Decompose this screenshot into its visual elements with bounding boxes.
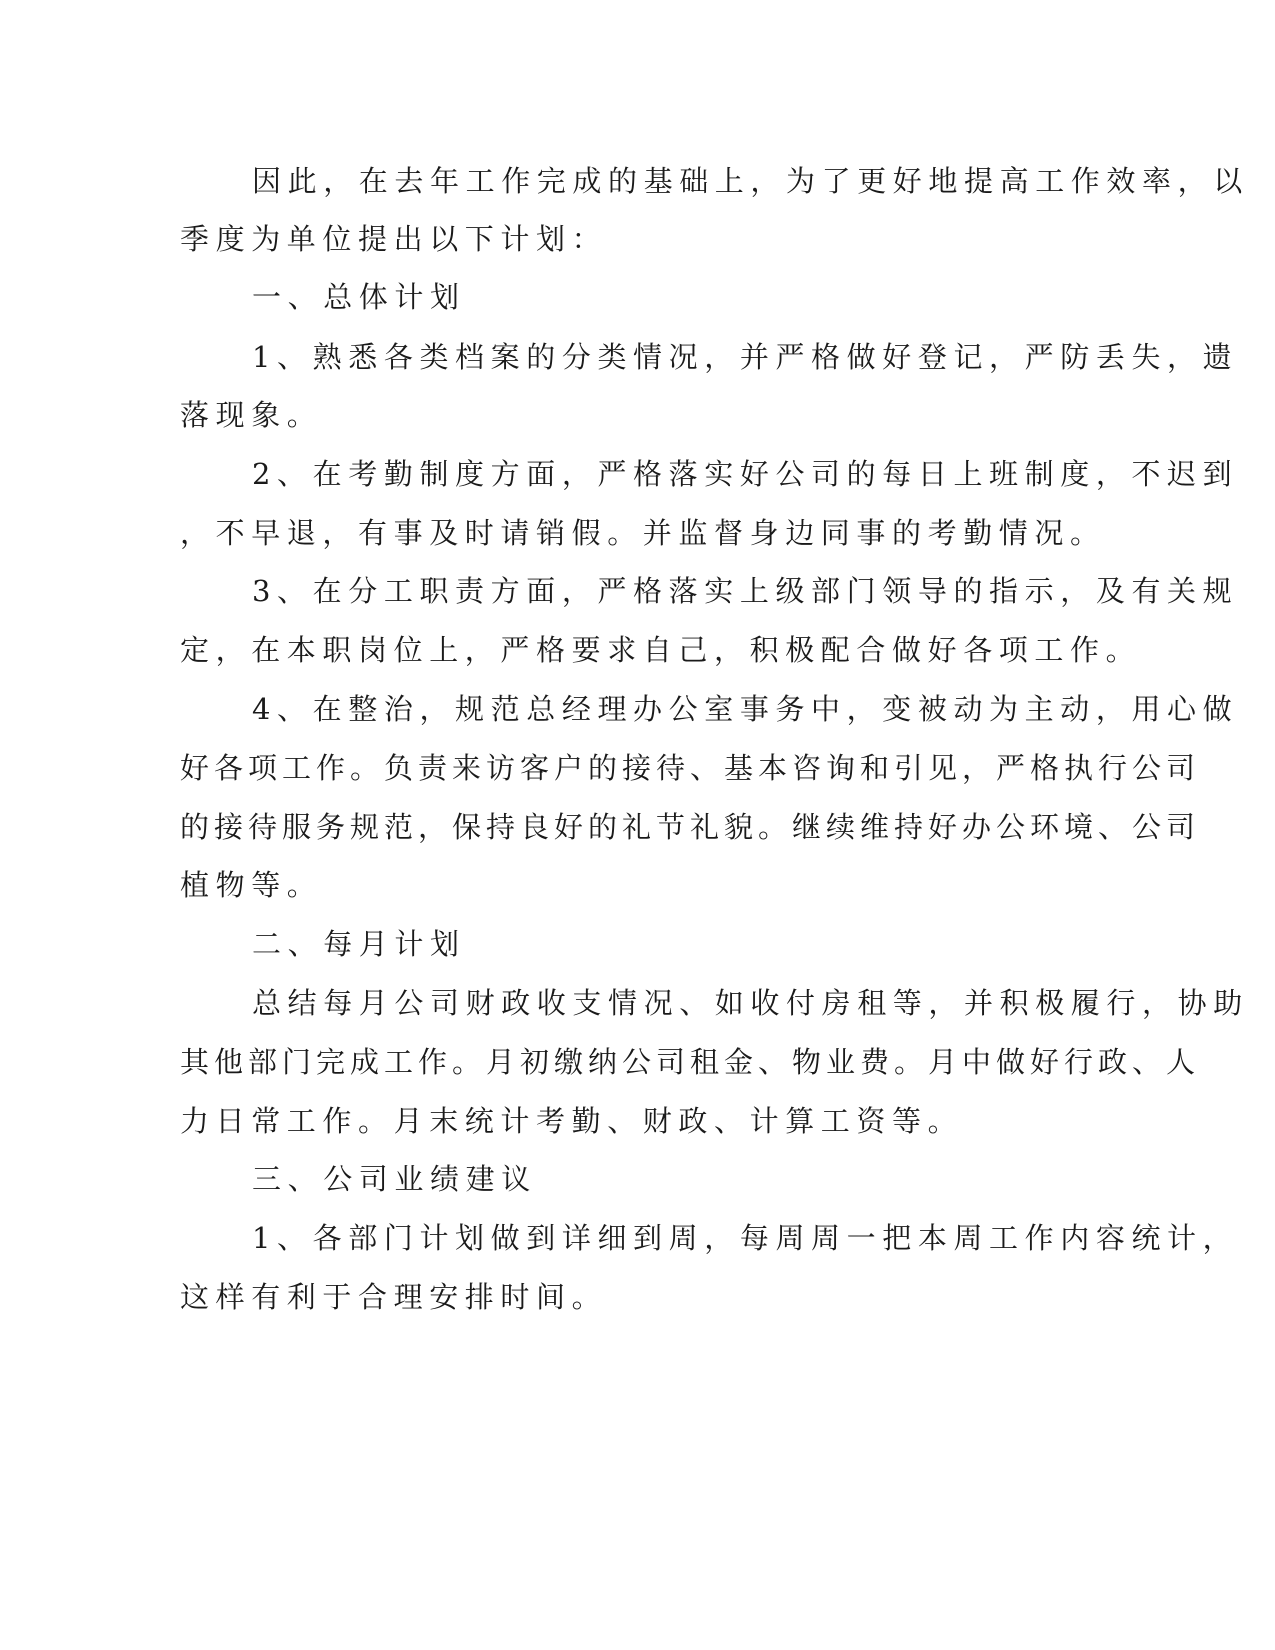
paragraph-line: 力日常工作。月末统计考勤、财政、计算工资等。 — [180, 1104, 964, 1138]
paragraph-line: 的接待服务规范，保持良好的礼节礼貌。继续维持好办公环境、公司 — [180, 810, 1201, 844]
paragraph-line: 因此，在去年工作完成的基础上，为了更好地提高工作效率，以 — [252, 164, 1249, 198]
paragraph-line: 4、在整治，规范总经理办公室事务中，变被动为主动，用心做 — [252, 692, 1239, 726]
paragraph-line: 植物等。 — [180, 868, 323, 902]
paragraph-line: 2、在考勤制度方面，严格落实好公司的每日上班制度，不迟到 — [252, 457, 1239, 491]
paragraph-line: 这样有利于合理安排时间。 — [180, 1280, 608, 1314]
section-heading: 三、公司业绩建议 — [252, 1162, 537, 1196]
section-heading: 二、每月计划 — [252, 927, 466, 961]
paragraph-line: 季度为单位提出以下计划： — [180, 222, 608, 256]
paragraph-line: 3、在分工职责方面，严格落实上级部门领导的指示，及有关规 — [252, 574, 1239, 608]
paragraph-line: 定，在本职岗位上，严格要求自己，积极配合做好各项工作。 — [180, 633, 1142, 667]
paragraph-line: ，不早退，有事及时请销假。并监督身边同事的考勤情况。 — [180, 516, 1106, 550]
paragraph-line: 落现象。 — [180, 398, 323, 432]
paragraph-line: 好各项工作。负责来访客户的接待、基本咨询和引见，严格执行公司 — [180, 751, 1201, 785]
paragraph-line: 1、熟悉各类档案的分类情况，并严格做好登记，严防丢失，遗 — [252, 340, 1239, 374]
paragraph-line: 1、各部门计划做到详细到周，每周周一把本周工作内容统计， — [252, 1221, 1239, 1255]
section-heading: 一、总体计划 — [252, 280, 466, 314]
paragraph-line: 总结每月公司财政收支情况、如收付房租等，并积极履行，协助 — [252, 986, 1249, 1020]
paragraph-line: 其他部门完成工作。月初缴纳公司租金、物业费。月中做好行政、人 — [180, 1045, 1201, 1079]
